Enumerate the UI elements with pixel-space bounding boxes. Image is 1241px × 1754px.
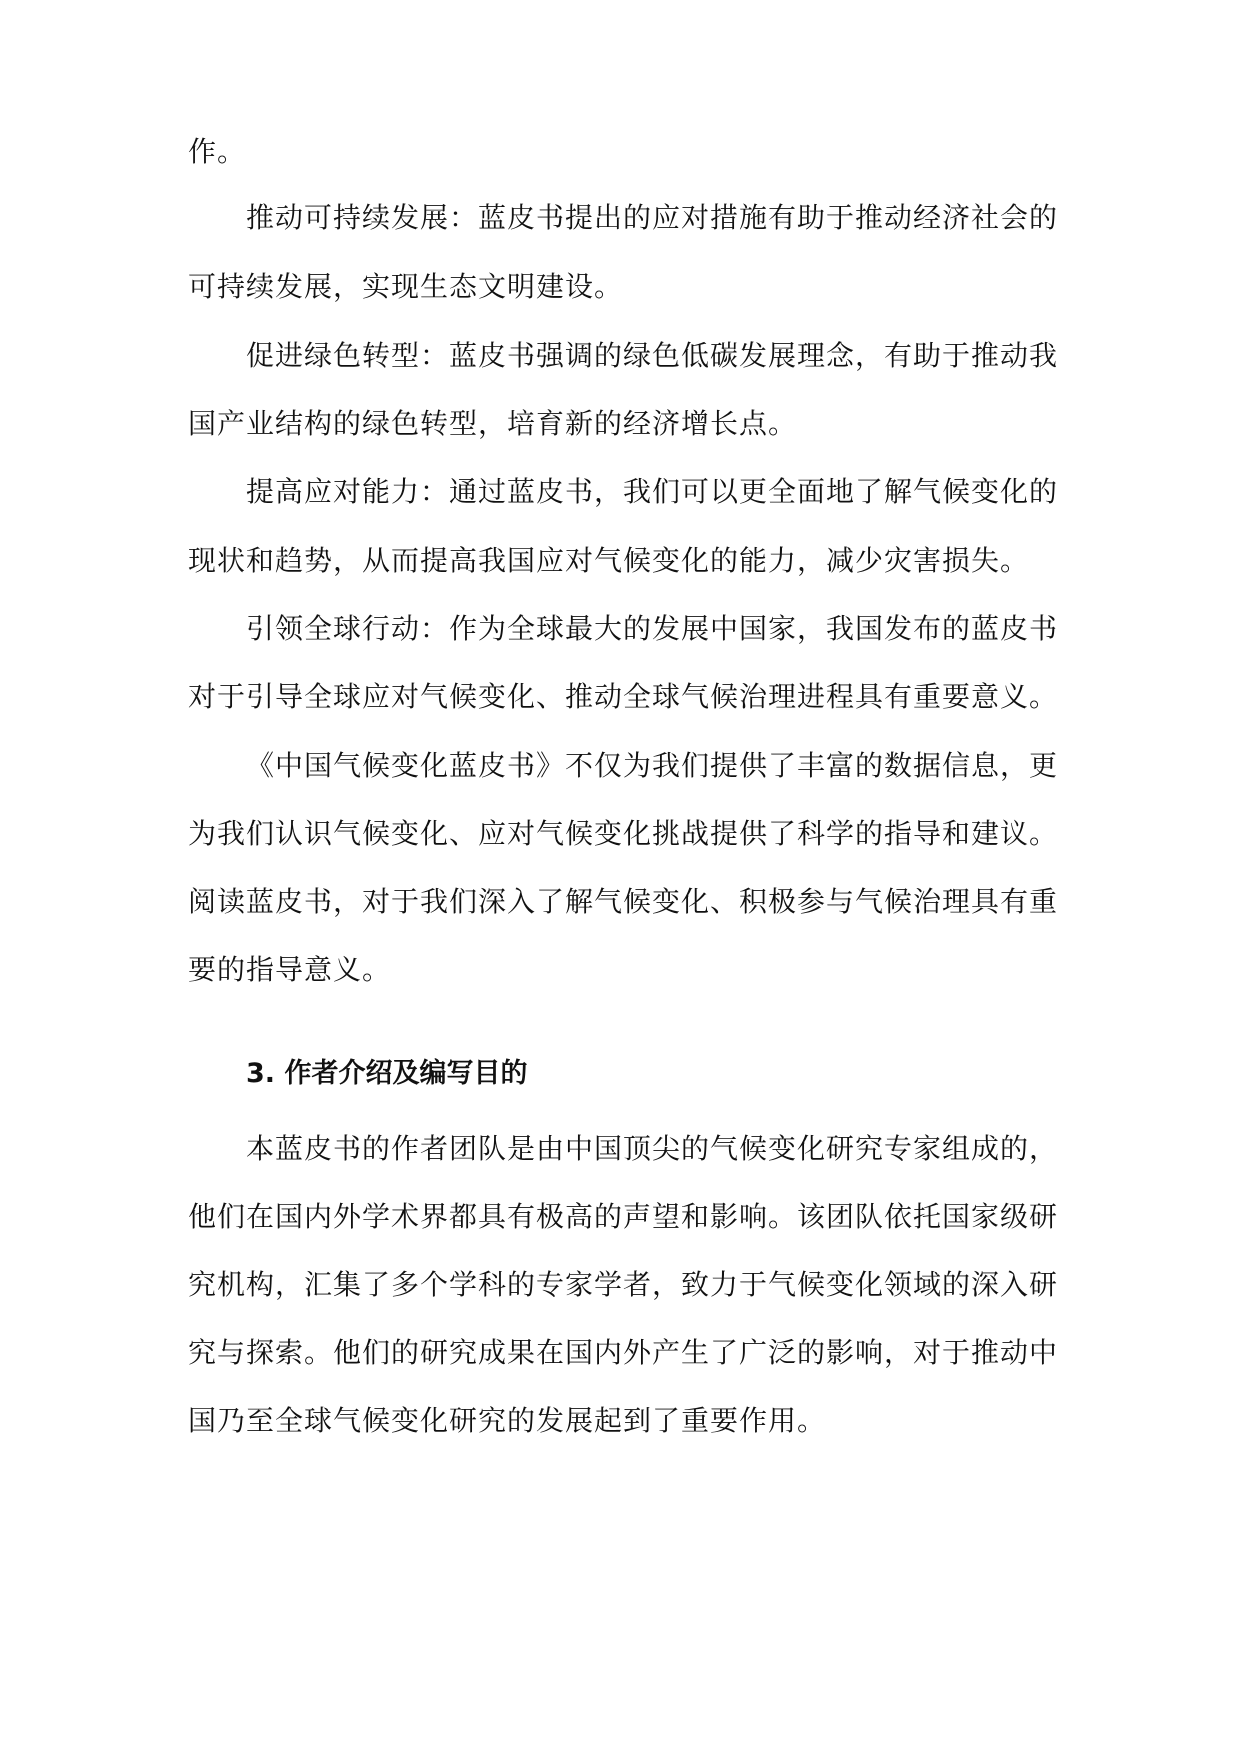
text-line: 本蓝皮书的作者团队是由中国顶尖的气候变化研究专家组成的， bbox=[246, 1132, 1059, 1165]
text-line: 为我们认识气候变化、应对气候变化挑战提供了科学的指导和建议。 bbox=[188, 817, 1059, 850]
text-line: 国乃至全球气候变化研究的发展起到了重要作用。 bbox=[188, 1404, 827, 1437]
text-line: 对于引导全球应对气候变化、推动全球气候治理进程具有重要意义。 bbox=[188, 680, 1059, 713]
text-line: 促进绿色转型：蓝皮书强调的绿色低碳发展理念，有助于推动我 bbox=[246, 339, 1059, 372]
text-line: 究机构，汇集了多个学科的专家学者，致力于气候变化领域的深入研 bbox=[188, 1268, 1059, 1301]
text-line: 可持续发展，实现生态文明建设。 bbox=[188, 270, 624, 303]
text-line: 提高应对能力：通过蓝皮书，我们可以更全面地了解气候变化的 bbox=[246, 475, 1059, 508]
text-line: 阅读蓝皮书，对于我们深入了解气候变化、积极参与气候治理具有重 bbox=[188, 885, 1059, 918]
text-line: 他们在国内外学术界都具有极高的声望和影响。该团队依托国家级研 bbox=[188, 1200, 1059, 1233]
text-line: 现状和趋势，从而提高我国应对气候变化的能力，减少灾害损失。 bbox=[188, 544, 1030, 577]
text-line: 究与探索。他们的研究成果在国内外产生了广泛的影响，对于推动中 bbox=[188, 1336, 1059, 1369]
text-line: 推动可持续发展：蓝皮书提出的应对措施有助于推动经济社会的 bbox=[246, 201, 1059, 234]
text-line: 作。 bbox=[188, 135, 247, 168]
text-line: 国产业结构的绿色转型，培育新的经济增长点。 bbox=[188, 407, 798, 440]
text-line: 《中国气候变化蓝皮书》不仅为我们提供了丰富的数据信息，更 bbox=[246, 749, 1059, 782]
section-heading: 3. 作者介绍及编写目的 bbox=[246, 1058, 528, 1089]
text-line: 要的指导意义。 bbox=[188, 953, 392, 986]
text-line: 引领全球行动：作为全球最大的发展中国家，我国发布的蓝皮书 bbox=[246, 612, 1059, 645]
